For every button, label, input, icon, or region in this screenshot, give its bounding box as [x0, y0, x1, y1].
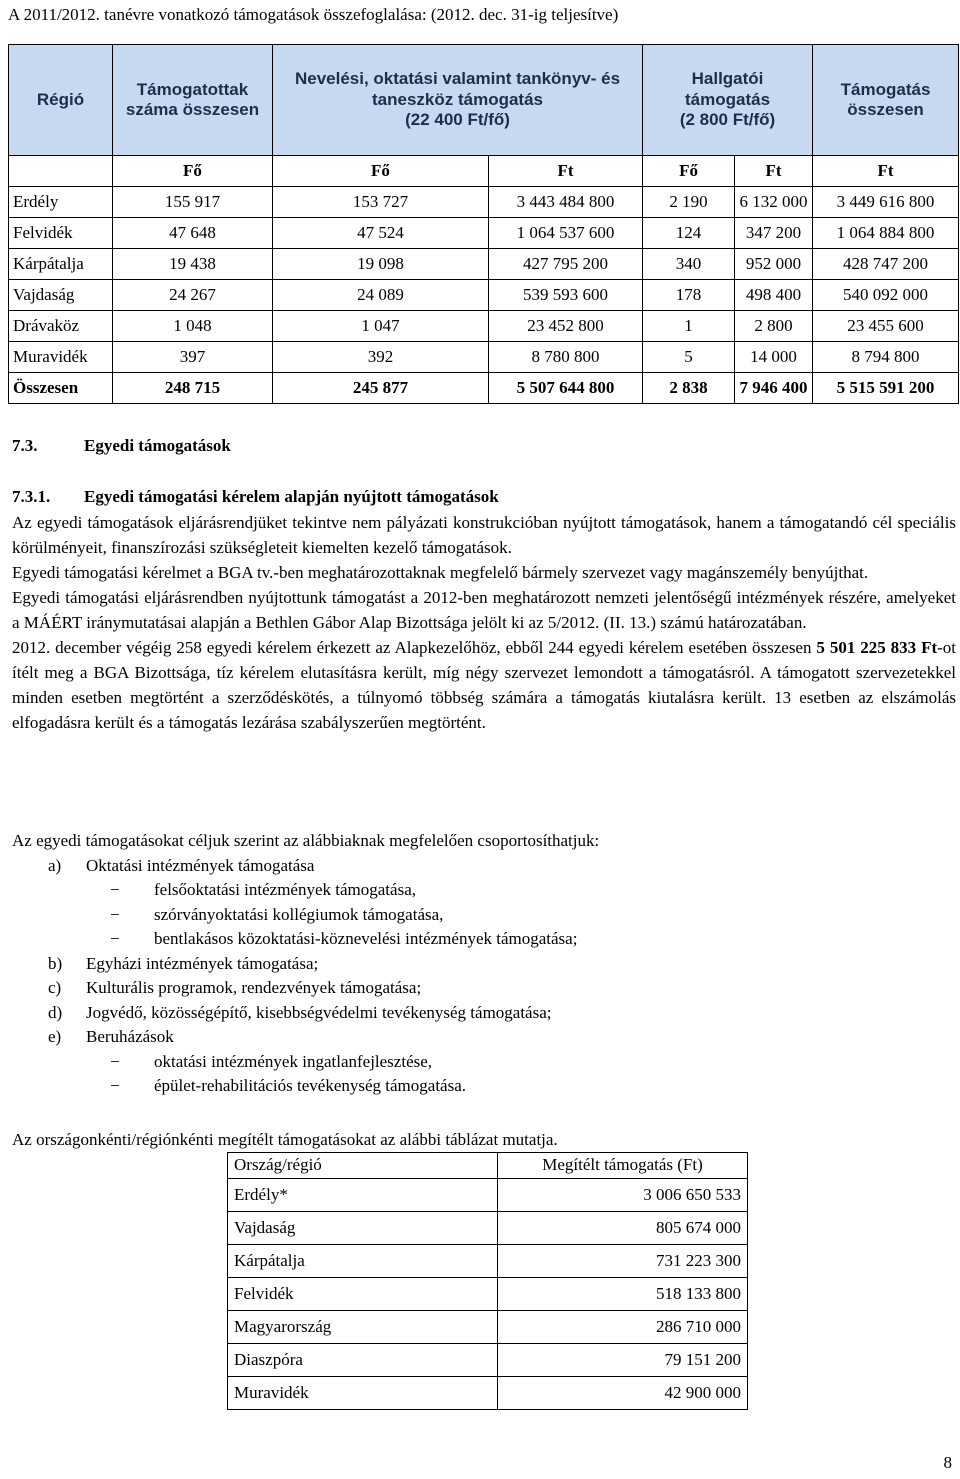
- value-cell: 428 747 200: [813, 249, 959, 280]
- list-label: d): [48, 1002, 63, 1022]
- value-cell: 24 089: [273, 280, 489, 311]
- table-row: [228, 1311, 748, 1344]
- value-cell: 8 780 800: [489, 342, 643, 373]
- value-cell: 427 795 200: [489, 249, 643, 280]
- value-cell: 392: [273, 342, 489, 373]
- value-cell: 5: [643, 342, 735, 373]
- awarded-amount: 5 501 225 833 Ft: [816, 638, 938, 657]
- sub-list-item: [12, 878, 956, 903]
- region-cell: Felvidék: [9, 218, 113, 249]
- value-cell: 952 000: [735, 249, 813, 280]
- value-cell: 1 064 884 800: [813, 218, 959, 249]
- list-text: Beruházások: [86, 1027, 174, 1046]
- value-cell: 5 515 591 200: [813, 373, 959, 404]
- body-text: [12, 510, 956, 735]
- value-cell: 178: [643, 280, 735, 311]
- dash-bullet: −: [110, 1076, 120, 1095]
- dash-bullet: −: [110, 929, 120, 948]
- unit-cell: Ft: [813, 156, 959, 187]
- list-text: Oktatási intézmények támogatása: [86, 855, 315, 875]
- amount-cell: 518 133 800: [498, 1278, 748, 1311]
- sub-list-text: bentlakásos közoktatási-köznevelési intézmények támogatása;: [154, 929, 578, 948]
- unit-cell: Fő: [113, 156, 273, 187]
- amount-cell: 805 674 000: [498, 1212, 748, 1245]
- country-cell: Diaszpóra: [228, 1344, 498, 1377]
- value-cell: 47 648: [113, 218, 273, 249]
- section-title: Egyedi támogatások: [84, 436, 231, 455]
- table-row: [9, 280, 959, 311]
- unit-cell: Ft: [489, 156, 643, 187]
- country-cell: Erdély*: [228, 1179, 498, 1212]
- value-cell: 2 190: [643, 187, 735, 218]
- value-cell: 6 132 000: [735, 187, 813, 218]
- value-cell: 539 593 600: [489, 280, 643, 311]
- section-number: 7.3.: [12, 436, 38, 455]
- value-cell: 23 455 600: [813, 311, 959, 342]
- unit-cell: Fő: [273, 156, 489, 187]
- value-cell: 245 877: [273, 373, 489, 404]
- country-cell: Vajdaság: [228, 1212, 498, 1245]
- value-cell: 124: [643, 218, 735, 249]
- header-education-support-rate: (22 400 Ft/fő): [405, 110, 510, 130]
- value-cell: 2 838: [643, 373, 735, 404]
- value-cell: 23 452 800: [489, 311, 643, 342]
- value-cell: 3 449 616 800: [813, 187, 959, 218]
- list-item: [12, 1025, 956, 1050]
- header-student-support-label: Hallgatói támogatás: [685, 69, 771, 109]
- summary-units-row: [9, 156, 959, 187]
- subsection-number: 7.3.1.: [12, 487, 51, 506]
- value-cell: 2 800: [735, 311, 813, 342]
- sub-list-text: szórványoktatási kollégiumok támogatása,: [154, 904, 444, 924]
- region-cell: Drávaköz: [9, 311, 113, 342]
- list-text: Kulturális programok, rendezvények támogatása;: [86, 978, 422, 997]
- value-cell: 1 048: [113, 311, 273, 342]
- value-cell: 24 267: [113, 280, 273, 311]
- region-cell: Kárpátalja: [9, 249, 113, 280]
- summary-table-body: [9, 187, 959, 404]
- region-cell: Erdély: [9, 187, 113, 218]
- value-cell: 248 715: [113, 373, 273, 404]
- amount-cell: 286 710 000: [498, 1311, 748, 1344]
- value-cell: 8 794 800: [813, 342, 959, 373]
- dash-bullet: −: [110, 880, 120, 899]
- table-row: [228, 1278, 748, 1311]
- sub-list-item: [12, 1050, 956, 1075]
- country-cell: Felvidék: [228, 1278, 498, 1311]
- country-table-intro: Az országonkénti/régiónkénti megítélt támogatásokat az alábbi táblázat mutatja.: [12, 1130, 558, 1149]
- table-row: [228, 1377, 748, 1410]
- list-label: b): [48, 953, 63, 973]
- paragraph-4-end: -ot ítélt meg a BGA Bizottsága, tíz kérelem elutasításra került, míg négy szervezet lemondott a támogatásról. A támogatott szervezetekkel minden esetben megtörtént a szerződéskötés, a túlnyomó többség számára a támogatás kiutalásra került. 13 esetben az elszámolás elfogadásra került és a támogatás lezárása szabályszerűen megtörtént.: [12, 638, 957, 732]
- dash-bullet: −: [110, 1051, 120, 1071]
- table-row: [9, 311, 959, 342]
- page-number: 8: [943, 1453, 952, 1472]
- header-student-support: [643, 45, 813, 156]
- value-cell: 14 000: [735, 342, 813, 373]
- value-cell: 7 946 400: [735, 373, 813, 404]
- country-table: [227, 1152, 748, 1410]
- value-cell: 1: [643, 311, 735, 342]
- region-cell: Muravidék: [9, 342, 113, 373]
- grouping-section: [12, 829, 956, 1099]
- sub-list-item: [12, 1074, 956, 1099]
- table-row: [228, 1212, 748, 1245]
- list-item: [12, 1001, 956, 1026]
- dash-bullet: −: [110, 904, 120, 924]
- table-row: [9, 342, 959, 373]
- table-row: [9, 218, 959, 249]
- table-caption: A 2011/2012. tanévre vonatkozó támogatások összefoglalása: (2012. dec. 31-ig teljesítve): [8, 5, 619, 24]
- country-header-row: [228, 1153, 748, 1179]
- sub-list-text: felsőoktatási intézmények támogatása,: [154, 880, 416, 899]
- list-label: c): [48, 978, 62, 997]
- amount-cell: 731 223 300: [498, 1245, 748, 1278]
- sub-list-text: oktatási intézmények ingatlanfejlesztése,: [154, 1051, 433, 1071]
- paragraph-1: Az egyedi támogatások eljárásrendjüket tekintve nem pályázati konstrukcióban nyújtott támogatások, hanem a támogatandó cél speciális körülményeit, finanszírozási szükségleteit kiemelten kezelő támogatások.: [12, 513, 956, 557]
- value-cell: 1 047: [273, 311, 489, 342]
- header-region: Régió: [9, 45, 113, 156]
- header-total-support: Támogatás összesen: [813, 45, 959, 156]
- country-cell: Kárpátalja: [228, 1245, 498, 1278]
- amount-cell: 3 006 650 533: [498, 1179, 748, 1212]
- units-empty: [9, 156, 113, 187]
- value-cell: 498 400: [735, 280, 813, 311]
- header-country: Ország/régió: [228, 1153, 498, 1179]
- amount-cell: 42 900 000: [498, 1377, 748, 1410]
- list-item: [12, 976, 956, 1001]
- region-cell: Vajdaság: [9, 280, 113, 311]
- table-row: [228, 1179, 748, 1212]
- table-row: [228, 1245, 748, 1278]
- paragraph-4: [12, 635, 956, 735]
- value-cell: 155 917: [113, 187, 273, 218]
- list-item: [12, 952, 956, 977]
- region-cell: Összesen: [9, 373, 113, 404]
- value-cell: 47 524: [273, 218, 489, 249]
- list-item: [12, 854, 956, 879]
- header-student-support-rate: (2 800 Ft/fő): [679, 110, 776, 130]
- amount-cell: 79 151 200: [498, 1344, 748, 1377]
- list-text: Jogvédő, közösségépítő, kisebbségvédelmi tevékenység támogatása;: [86, 1002, 552, 1022]
- sub-list-text: épület-rehabilitációs tevékenység támogatása.: [154, 1076, 467, 1095]
- summary-header-row: [9, 45, 959, 156]
- sub-list-item: [12, 927, 956, 952]
- list-label: e): [48, 1027, 62, 1046]
- value-cell: 347 200: [735, 218, 813, 249]
- header-education-support-label: Nevelési, oktatási valamint tankönyv- és taneszköz támogatás: [294, 69, 621, 109]
- unit-cell: Ft: [735, 156, 813, 187]
- value-cell: 19 438: [113, 249, 273, 280]
- value-cell: 540 092 000: [813, 280, 959, 311]
- value-cell: 19 098: [273, 249, 489, 280]
- grouping-intro: Az egyedi támogatásokat céljuk szerint az alábbiaknak megfelelően csoportosíthatjuk:: [12, 831, 600, 850]
- total-row: [9, 373, 959, 404]
- table-row: [228, 1344, 748, 1377]
- sub-list-item: [12, 903, 956, 928]
- subsection-title: Egyedi támogatási kérelem alapján nyújtott támogatások: [84, 487, 499, 506]
- header-supported-count: Támogatottak száma összesen: [113, 45, 273, 156]
- country-cell: Magyarország: [228, 1311, 498, 1344]
- summary-table: [8, 44, 959, 404]
- header-education-support: [273, 45, 643, 156]
- list-text: Egyházi intézmények támogatása;: [86, 953, 319, 973]
- value-cell: 397: [113, 342, 273, 373]
- value-cell: 1 064 537 600: [489, 218, 643, 249]
- table-row: [9, 249, 959, 280]
- value-cell: 153 727: [273, 187, 489, 218]
- value-cell: 3 443 484 800: [489, 187, 643, 218]
- unit-cell: Fő: [643, 156, 735, 187]
- subsection-heading: [12, 486, 499, 508]
- country-table-body: [228, 1153, 748, 1410]
- value-cell: 5 507 644 800: [489, 373, 643, 404]
- list-label: a): [48, 855, 62, 875]
- section-heading: [12, 435, 231, 457]
- country-cell: Muravidék: [228, 1377, 498, 1410]
- paragraph-2: Egyedi támogatási kérelmet a BGA tv.-ben meghatározottaknak megfelelő bármely szervezet vagy magánszemély benyújthat.: [12, 563, 869, 582]
- table-row: [9, 187, 959, 218]
- value-cell: 340: [643, 249, 735, 280]
- paragraph-3: Egyedi támogatási eljárásrendben nyújtottunk támogatást a 2012-ben meghatározott nemzeti jelentőségű intézmények részére, amelyeket a MÁÉRT iránymutatásai alapján a Bethlen Gábor Alap Bizottsága jelölt ki az 5/2012. (II. 13.) számú határozatában.: [12, 588, 956, 632]
- paragraph-4-start: 2012. december végéig 258 egyedi kérelem érkezett az Alapkezelőhöz, ebből 244 egyedi kérelem esetében összesen: [12, 638, 812, 657]
- header-awarded: Megítélt támogatás (Ft): [498, 1153, 748, 1179]
